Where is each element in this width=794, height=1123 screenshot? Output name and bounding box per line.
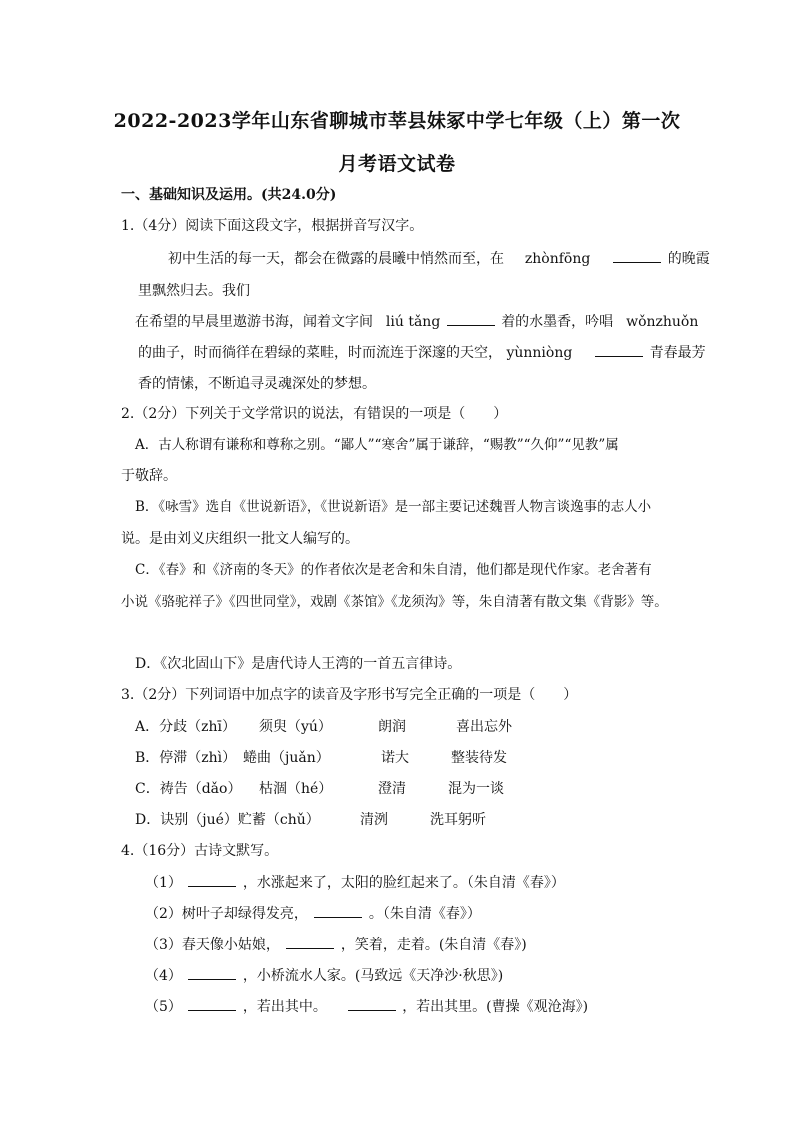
q3-a-word-4: 喜出忘外: [456, 719, 512, 735]
q1-pinyin-3: wǒnzhuǒn: [626, 314, 699, 330]
q4-item-text: 。（朱自清《春》）: [368, 906, 481, 922]
q4-answer-blank-1[interactable]: [188, 874, 236, 887]
exam-title-line-1: 2022-2023学年山东省聊城市莘县妹冢中学七年级（上）第一次: [113, 110, 681, 132]
q4-item-text: ，水涨起来了，太阳的脸红起来了。（朱自清《春》）: [242, 875, 565, 891]
q1-text: 着的水墨香，吟唱: [501, 314, 614, 330]
q4-item-text: ，笑着，走着。(朱自清《春》): [340, 937, 527, 953]
q1-answer-blank-2[interactable]: [447, 313, 495, 326]
q3-d-word-1: D．诀别（jué）贮蓄（chǔ）: [135, 812, 320, 828]
q4-answer-blank-2[interactable]: [314, 905, 362, 918]
q2-option-a-line-2: 于敬辞。: [121, 468, 177, 484]
q1-paragraph-line-2: 里飘然归去。我们: [138, 283, 250, 299]
exam-title-line-2: 月考语文试卷: [338, 153, 456, 175]
q4-answer-blank-4[interactable]: [188, 967, 236, 980]
q4-answer-blank-3[interactable]: [286, 936, 334, 949]
section-heading: 一、基础知识及运用。(共24.0分): [121, 187, 337, 203]
q2-option-d: D．《次北固山下》是唐代诗人王湾的一首五言律诗。: [135, 656, 462, 672]
q4-item-text: ，若出其中。: [242, 999, 327, 1015]
q1-text: 在希望的早晨里遨游书海，闻着文字间: [135, 314, 373, 330]
q4-item-number: （4）: [145, 968, 182, 984]
q2-option-a-line-1: A．古人称谓有谦称和尊称之别。“鄙人”“寒舍”属于谦辞，“赐教”“久仰”“见教”属: [135, 437, 619, 453]
q4-stem: 4.（16分）古诗文默写。: [121, 843, 279, 859]
q3-a-word-1: A．分歧（zhī）: [135, 719, 236, 735]
q1-answer-blank-3[interactable]: [595, 344, 643, 357]
q3-a-word-2: 须臾（yú）: [259, 719, 332, 735]
q3-option-a: [135, 718, 236, 736]
q2-option-c-line-1: C．《春》和《济南的冬天》的作者依次是老舍和朱自清，他们都是现代作家。老舍著有: [135, 562, 652, 578]
q1-pinyin-4: yùnniòng: [506, 345, 573, 361]
q3-c-word-1: C．祷告（dǎo）: [135, 781, 242, 797]
q3-a-word-3: 朗润: [378, 719, 406, 735]
q3-c-word-3: 澄清: [378, 781, 406, 797]
q1-text: 初中生活的每一天，都会在微露的晨曦中悄然而至，在: [168, 251, 504, 267]
q4-item-2: [145, 905, 481, 923]
q3-b-word-2: 蜷曲（juǎn）: [243, 750, 330, 766]
q4-item-1: [145, 874, 565, 892]
q1-pinyin-2: liú tǎng: [385, 314, 441, 330]
q3-stem: 3.（2分）下列词语中加点字的读音及字形书写完全正确的一项是（ ）: [121, 687, 578, 703]
q4-item-text: ，小桥流水人家。(马致远《天净沙·秋思》): [242, 968, 504, 984]
q3-c-word-4: 混为一谈: [448, 781, 504, 797]
q3-c-word-2: 枯涸（hé）: [259, 781, 333, 797]
q3-d-word-3: 清洌: [360, 812, 388, 828]
q4-item-text: ，若出其里。(曹操《观沧海》): [402, 999, 589, 1015]
q3-d-word-4: 洗耳躬听: [430, 812, 486, 828]
q1-text: 的曲子，时而徜徉在碧绿的菜畦，时而流连于深邃的天空，: [138, 345, 502, 361]
q2-option-b-line-2: 说。是由刘义庆组织一批文人编写的。: [121, 531, 359, 547]
q2-stem: 2.（2分）下列关于文学常识的说法，有错误的一项是（ ）: [121, 406, 508, 422]
q4-answer-blank-5[interactable]: [188, 998, 236, 1011]
q4-item-5: [145, 998, 588, 1016]
q3-b-word-3: 诺大: [381, 750, 409, 766]
q4-answer-blank-6[interactable]: [348, 998, 396, 1011]
q4-item-text: （2）树叶子却绿得发亮，: [145, 906, 308, 922]
q1-paragraph-line-1: [168, 250, 710, 268]
q2-option-b-line-1: B．《咏雪》选自《世说新语》，《世说新语》是一部主要记述魏晋人物言谈逸事的志人小: [135, 499, 652, 515]
q4-item-number: （1）: [145, 875, 182, 891]
q1-pinyin-1: zhònfōng: [524, 251, 591, 267]
q4-item-3: [145, 936, 527, 954]
q1-answer-blank-1[interactable]: [613, 250, 661, 263]
q1-text: 的晚霞: [667, 251, 710, 267]
q4-item-text: （3）春天像小姑娘，: [145, 937, 280, 953]
q1-stem: 1.（4分）阅读下面这段文字，根据拼音写汉字。: [121, 218, 424, 234]
q4-item-4: [145, 967, 503, 985]
q4-item-number: （5）: [145, 999, 182, 1015]
q3-b-word-4: 整装待发: [451, 750, 507, 766]
q1-paragraph-line-5: 香的情愫，不断追寻灵魂深处的梦想。: [138, 376, 376, 392]
q2-option-c-line-2: 小说《骆驼祥子》《四世同堂》，戏剧《茶馆》《龙须沟》等，朱自清著有散文集《背影》等。: [121, 594, 668, 610]
q1-paragraph-line-4: [138, 344, 706, 362]
q3-b-word-1: B．停滞（zhì）: [135, 750, 237, 766]
q1-paragraph-line-3: [135, 313, 698, 331]
q1-text: 青春最芳: [649, 345, 706, 361]
